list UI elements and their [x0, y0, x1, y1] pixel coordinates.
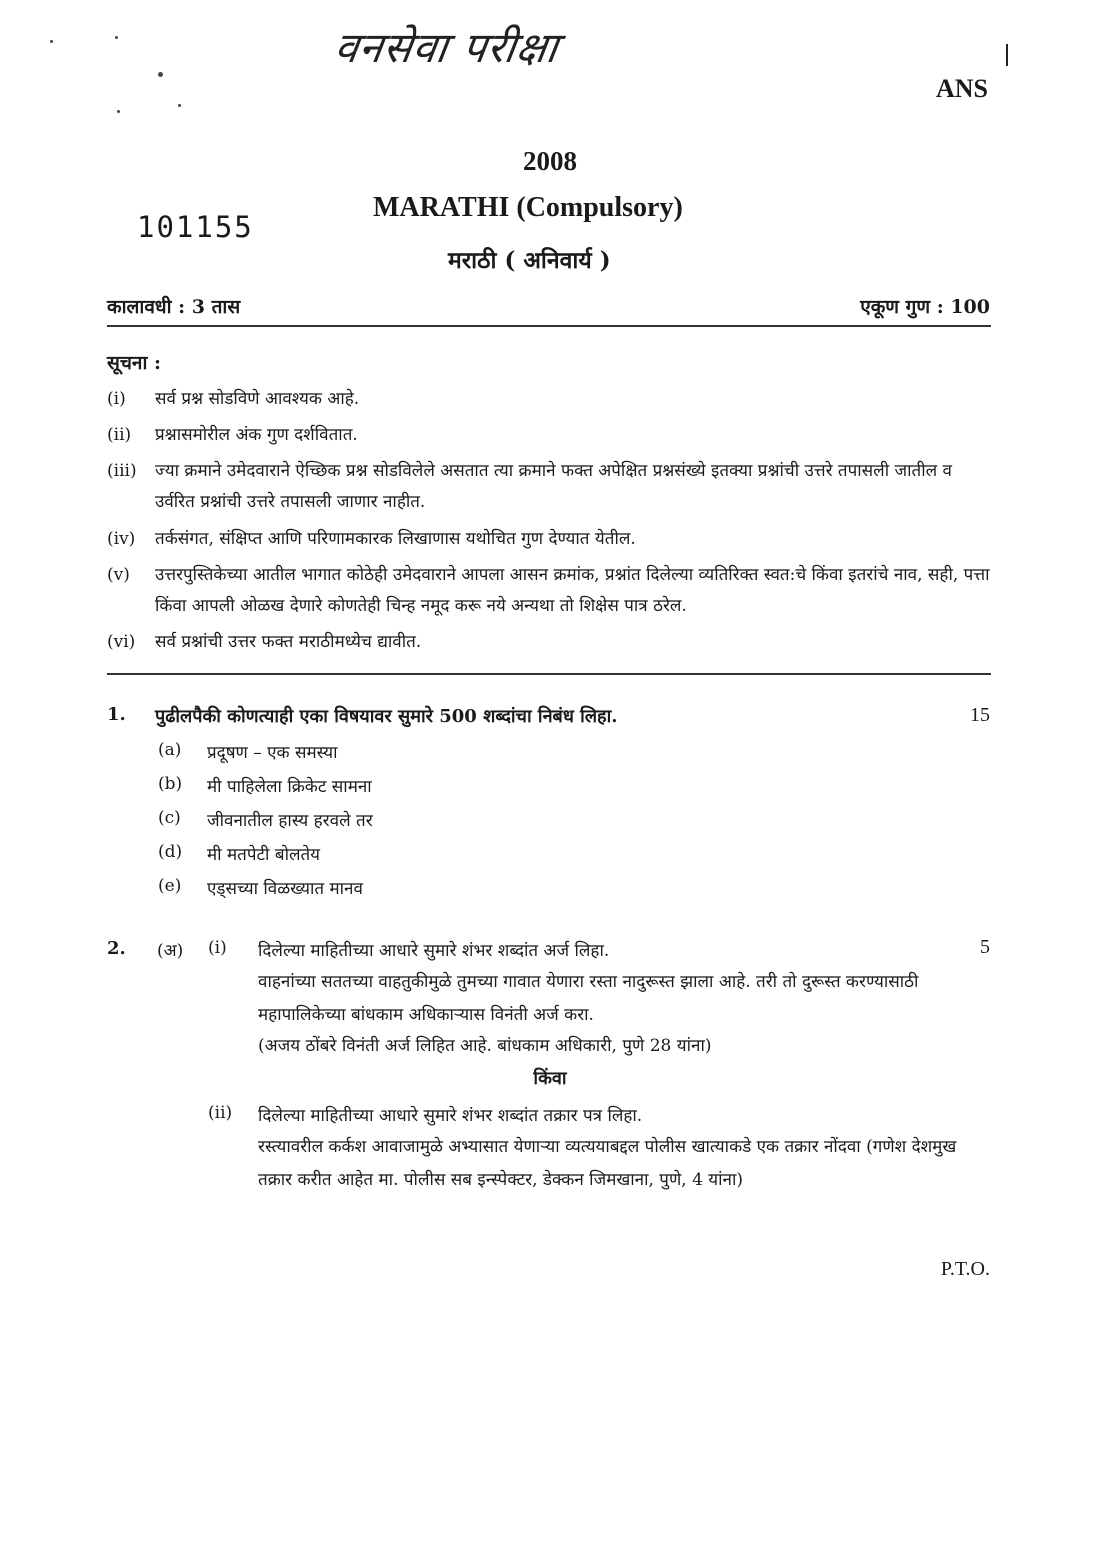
question-marks: 5 — [980, 936, 990, 958]
option-label: (b) — [158, 774, 183, 794]
option-label: (e) — [158, 876, 182, 896]
subquestion-label: (i) — [208, 938, 227, 958]
instruction-item — [107, 627, 997, 658]
subject-title-marathi: मराठी ( अनिवार्य ) — [448, 247, 611, 274]
instruction-text: तर्कसंगत, संक्षिप्त आणि परिणामकारक लिखाणास यथोचित गुण देण्यात येतील. — [155, 529, 636, 549]
subject-title-english: MARATHI (Compulsory) — [373, 192, 683, 223]
question-part-label: (अ) — [157, 941, 184, 961]
exam-year: 2008 — [523, 146, 577, 176]
total-marks: एकूण गुण : 100 — [860, 296, 990, 318]
instruction-text: सर्व प्रश्नांची उत्तर फक्त मराठीमध्येच द्यावीत. — [155, 632, 422, 652]
question-text: पुढीलपैकी कोणत्याही एका विषयावर सुमारे 500 शब्दांचा निबंध लिहा. — [155, 706, 618, 727]
scan-speck — [158, 72, 163, 77]
instruction-number: (v) — [107, 565, 130, 585]
scan-speck — [50, 40, 53, 43]
header-divider — [107, 325, 991, 327]
option-text: प्रदूषण – एक समस्या — [207, 743, 338, 763]
page-turn-marker: P.T.O. — [940, 1258, 990, 1280]
instruction-item — [107, 524, 997, 555]
subquestion-heading: दिलेल्या माहितीच्या आधारे सुमारे शंभर शब्दांत तक्रार पत्र लिहा. — [258, 1106, 643, 1126]
instruction-text: ज्या क्रमाने उमेदवाराने ऐच्छिक प्रश्न सोडविलेले असतात त्या क्रमाने फक्त अपेक्षित प्रश्नसंख्ये इतक्या प्रश्नांची उत्तरे तपासली जातील व उर्वरित प्रश्नांची उत्तरे तपासली जाणार नाहीत. — [155, 461, 952, 512]
subquestion-note: (अजय ठोंबरे विनंती अर्ज लिहित आहे. बांधकाम अधिकारी, पुणे 28 यांना) — [258, 1036, 712, 1056]
scan-speck — [178, 104, 181, 107]
option-text: मी पाहिलेला क्रिकेट सामना — [207, 777, 372, 797]
option-text: एड्सच्या विळख्यात मानव — [207, 879, 363, 899]
instruction-text: उत्तरपुस्तिकेच्या आतील भागात कोठेही उमेदवाराने आपला आसन क्रमांक, प्रश्नांत दिलेल्या व्यतिरिक्त स्वत:चे किंवा इतरांचे नाव, सही, पत्ता किंवा आपली ओळख देणारे कोणतेही चिन्ह नमूद करू नये अन्यथा तो शिक्षेस पात्र ठरेल. — [155, 565, 990, 616]
instruction-text: प्रश्नासमोरील अंक गुण दर्शवितात. — [155, 425, 358, 445]
option-text: मी मतपेटी बोलतेय — [207, 845, 321, 865]
scan-speck — [117, 110, 120, 113]
question-number: 1. — [107, 704, 126, 725]
duration: कालावधी : 3 तास — [107, 296, 241, 318]
option-label: (d) — [158, 842, 183, 862]
instruction-number: (vi) — [107, 632, 136, 652]
instruction-text: सर्व प्रश्न सोडविणे आवश्यक आहे. — [155, 389, 360, 409]
option-label: (a) — [158, 740, 182, 760]
instruction-item — [107, 560, 997, 624]
subquestion-heading: दिलेल्या माहितीच्या आधारे सुमारे शंभर शब्दांत अर्ज लिहा. — [258, 941, 610, 961]
question-marks: 15 — [970, 704, 990, 726]
instruction-item — [107, 384, 997, 415]
handwritten-title: वनसेवा परीक्षा — [331, 23, 562, 72]
instruction-item — [107, 420, 997, 451]
instructions-divider — [107, 673, 991, 675]
instruction-item — [107, 456, 997, 520]
subquestion-label: (ii) — [208, 1103, 233, 1123]
option-text: जीवनातील हास्य हरवले तर — [207, 811, 373, 831]
subquestion-body: रस्त्यावरील कर्कश आवाजामुळे अभ्यासात येणाऱ्या व्यत्ययाबद्दल पोलीस खात्याकडे एक तक्रार नोंदवा (गणेश देशमुख तक्रार करीत आहेत मा. पोलीस सब इन्स्पेक्टर, डेक्कन जिमखाना, पुणे, 4 यांना) — [258, 1137, 957, 1190]
or-divider-text: किंवा — [533, 1068, 567, 1089]
instruction-number: (ii) — [107, 425, 132, 445]
instruction-number: (iv) — [107, 529, 136, 549]
subquestion-body: वाहनांच्या सततच्या वाहतुकीमुळे तुमच्या गावात येणारा रस्ता नादुरूस्त झाला आहे. तरी तो दुरूस्त करण्यासाठी महापालिकेच्या बांधकाम अधिकाऱ्यास विनंती अर्ज करा. — [258, 972, 919, 1025]
option-label: (c) — [158, 808, 181, 828]
instruction-number: (i) — [107, 389, 126, 409]
ans-mark: ANS — [935, 74, 988, 103]
question-number: 2. — [107, 938, 126, 959]
paper-code: 101155 — [137, 210, 254, 244]
instruction-number: (iii) — [107, 461, 137, 481]
instructions-heading: सूचना : — [107, 352, 162, 374]
corner-mark — [1006, 44, 1008, 66]
scan-speck — [115, 36, 118, 39]
